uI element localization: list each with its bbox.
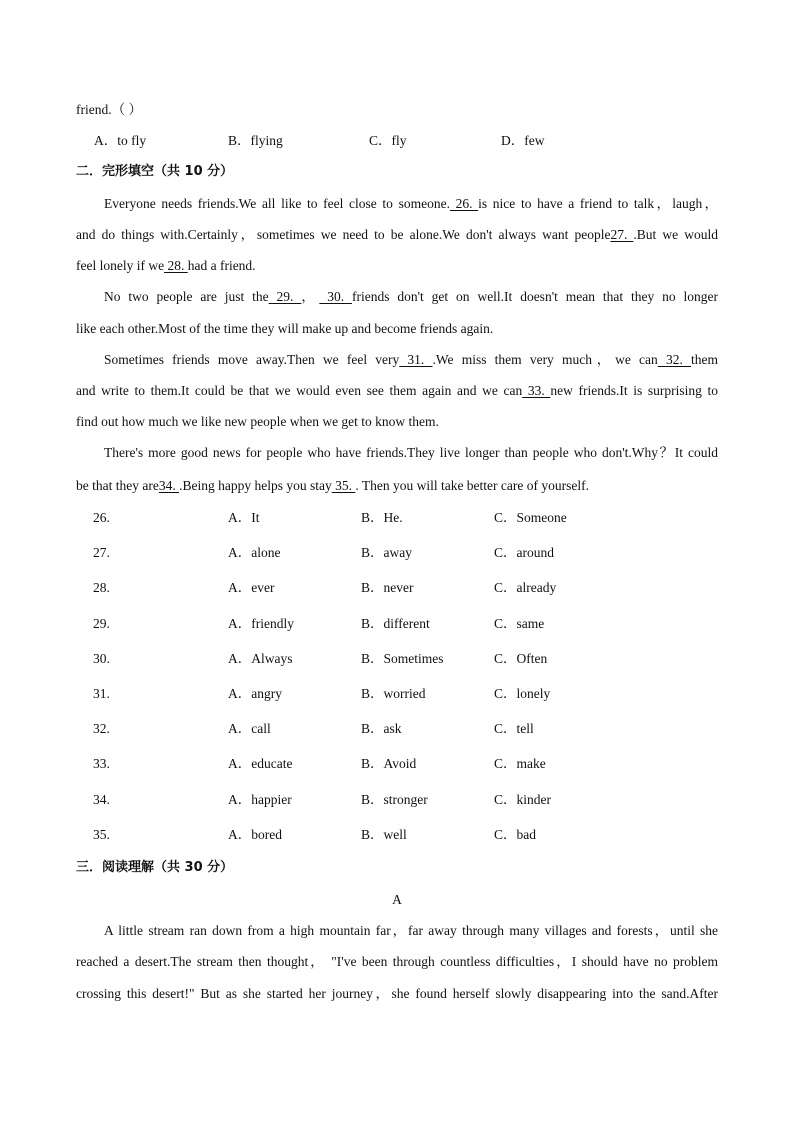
passage-line: feel lonely if we 28. had a friend. <box>76 258 256 273</box>
q25-option-d: D．few <box>501 133 545 148</box>
section3-heading: 三．阅读理解（共 30 分） <box>76 860 234 875</box>
question-number: 33. <box>93 756 110 771</box>
option-a: A．It <box>228 510 260 525</box>
option-a: A．call <box>228 721 271 736</box>
option-c: C．kinder <box>494 792 551 807</box>
question-number: 27. <box>93 545 110 560</box>
blank-29: 29. <box>268 289 302 304</box>
option-a: A．ever <box>228 580 275 595</box>
option-b: B．He. <box>361 510 403 525</box>
blank-35: 35. <box>331 478 356 493</box>
blank-34: 34. <box>158 478 180 493</box>
passage-line: reached a desert.The stream then thought， "I've been through countless difficulties，I should have no problem <box>76 954 718 969</box>
question-number: 28. <box>93 580 110 595</box>
passage-line: Everyone needs friends.We all like to feel close to someone. 26. is nice to have a friend to talk，laugh， <box>104 196 718 211</box>
q25-option-b: B．flying <box>228 133 283 148</box>
blank-32: 32. <box>657 352 692 367</box>
option-b: B．stronger <box>361 792 428 807</box>
option-b: B．Sometimes <box>361 651 444 666</box>
question-number: 31. <box>93 686 110 701</box>
option-b: B．worried <box>361 686 426 701</box>
passage-line: No two people are just the 29. ， 30. friends don't get on well.It doesn't mean that they no longer <box>104 289 719 304</box>
option-c: C．make <box>494 756 546 771</box>
question-number: 30. <box>93 651 110 666</box>
option-b: B．Avoid <box>361 756 417 771</box>
option-a: A．friendly <box>228 616 294 631</box>
q25-stem-tail: friend.（ ） <box>76 102 142 117</box>
passage-line: and do things with.Certainly，sometimes we need to be alone.We don't always want people27. .But we would <box>76 227 719 242</box>
passage-line: Sometimes friends move away.Then we feel very 31. .We miss them very much，we can 32. them <box>104 352 719 367</box>
passage-line: and write to them.It could be that we would even see them again and we can 33. new friends.It is surprising to <box>76 383 718 398</box>
option-a: A．happier <box>228 792 292 807</box>
option-b: B．ask <box>361 721 402 736</box>
option-b: B．away <box>361 545 412 560</box>
question-number: 34. <box>93 792 110 807</box>
blank-30: 30. <box>319 289 352 304</box>
option-c: C．same <box>494 616 545 631</box>
section2-heading: 二．完形填空（共 10 分） <box>76 164 234 179</box>
question-number: 32. <box>93 721 110 736</box>
option-c: C．bad <box>494 827 536 842</box>
blank-33: 33. <box>522 383 551 398</box>
q25-option-c: C．fly <box>369 133 407 148</box>
blank-27: 27. <box>610 227 634 242</box>
option-b: B．well <box>361 827 407 842</box>
passage-line: crossing this desert!" But as she started her journey，she found herself slowly disappearing into the sand.After <box>76 986 718 1001</box>
option-b: B．different <box>361 616 430 631</box>
option-c: C．already <box>494 580 557 595</box>
option-a: A．angry <box>228 686 282 701</box>
option-c: C．Often <box>494 651 548 666</box>
option-a: A．bored <box>228 827 282 842</box>
option-c: C．around <box>494 545 554 560</box>
q25-option-a: A．to fly <box>94 133 147 148</box>
passage-line: There's more good news for people who have friends.They live longer than people who don't.Why？It could <box>104 445 718 460</box>
passage-line: be that they are34. .Being happy helps you stay 35. . Then you will take better care of yourself. <box>76 478 589 493</box>
option-b: B．never <box>361 580 414 595</box>
passage-label: A <box>392 892 402 907</box>
option-c: C．Someone <box>494 510 567 525</box>
question-number: 29. <box>93 616 110 631</box>
question-number: 35. <box>93 827 110 842</box>
question-number: 26. <box>93 510 110 525</box>
option-a: A．alone <box>228 545 281 560</box>
option-c: C．lonely <box>494 686 551 701</box>
blank-26: 26. <box>449 196 479 211</box>
passage-line: like each other.Most of the time they will make up and become friends again. <box>76 321 494 336</box>
passage-line: A little stream ran down from a high mountain far，far away through many villages and forests，until she <box>104 923 718 938</box>
option-a: A．educate <box>228 756 293 771</box>
blank-31: 31. <box>399 352 433 367</box>
option-a: A．Always <box>228 651 293 666</box>
passage-line: find out how much we like new people when we get to know them. <box>76 414 439 429</box>
blank-28: 28. <box>164 258 188 273</box>
option-c: C．tell <box>494 721 534 736</box>
